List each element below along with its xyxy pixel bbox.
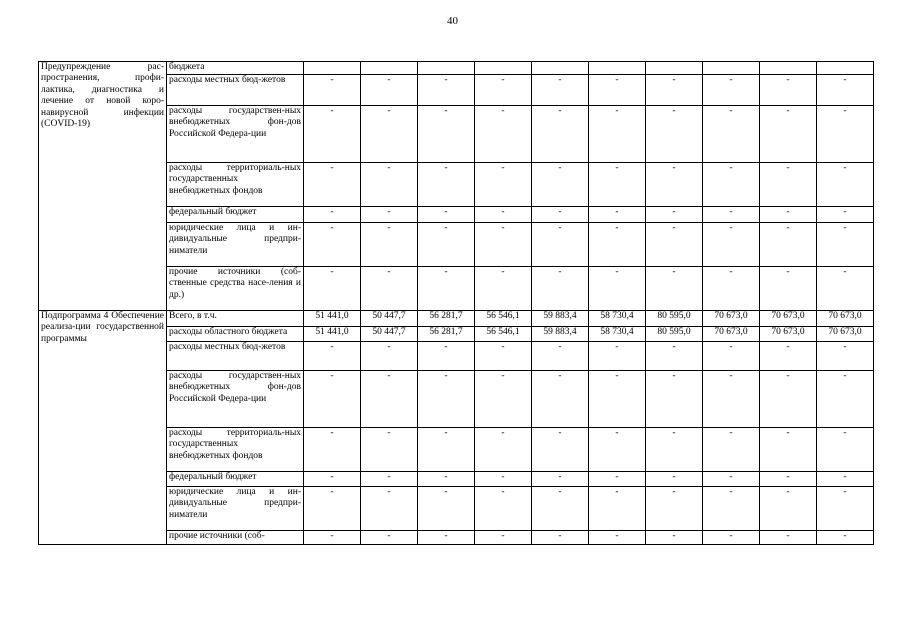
value-cell: - [703, 342, 760, 371]
value-cell: - [817, 106, 874, 163]
value-cell: - [703, 531, 760, 545]
value-cell: - [418, 342, 475, 371]
value-cell: - [817, 342, 874, 371]
value-cell: 70 673,0 [817, 311, 874, 327]
value-cell: - [532, 267, 589, 311]
value-cell: - [304, 531, 361, 545]
value-cell: - [418, 106, 475, 163]
value-cell: - [703, 207, 760, 223]
budget-table [38, 61, 874, 545]
value-cell: - [589, 163, 646, 207]
value-cell: - [589, 267, 646, 311]
value-cell [475, 62, 532, 75]
value-cell: - [703, 163, 760, 207]
value-cell: - [589, 207, 646, 223]
value-cell: - [304, 371, 361, 428]
value-cell: - [304, 75, 361, 106]
value-cell: - [589, 531, 646, 545]
value-cell: - [760, 267, 817, 311]
value-cell: - [475, 106, 532, 163]
value-cell [361, 62, 418, 75]
value-cell: - [361, 428, 418, 472]
value-cell: - [418, 371, 475, 428]
value-cell: - [418, 531, 475, 545]
value-cell: 56 546,1 [475, 327, 532, 342]
funding-source-cell: расходы государствен-ных внебюджетных фон-дов Российской Федера-ции [167, 371, 304, 428]
value-cell: - [703, 428, 760, 472]
value-cell: - [418, 75, 475, 106]
page-number: 40 [447, 15, 458, 27]
value-cell: - [703, 106, 760, 163]
value-cell: - [361, 75, 418, 106]
value-cell: - [760, 487, 817, 531]
value-cell: - [475, 472, 532, 487]
value-cell: - [646, 472, 703, 487]
funding-source-cell: расходы территориаль-ных государственных внебюджетных фондов [167, 428, 304, 472]
table-row [39, 62, 874, 75]
value-cell: - [532, 487, 589, 531]
value-cell: 58 730,4 [589, 327, 646, 342]
value-cell [646, 62, 703, 75]
value-cell: 80 595,0 [646, 311, 703, 327]
value-cell: - [304, 106, 361, 163]
value-cell: - [475, 487, 532, 531]
value-cell: - [760, 342, 817, 371]
value-cell: - [760, 75, 817, 106]
value-cell: 70 673,0 [817, 327, 874, 342]
value-cell: - [703, 472, 760, 487]
value-cell: - [817, 371, 874, 428]
value-cell: 70 673,0 [760, 311, 817, 327]
value-cell: 70 673,0 [760, 327, 817, 342]
value-cell: - [304, 207, 361, 223]
value-cell: - [589, 428, 646, 472]
value-cell: - [646, 428, 703, 472]
value-cell: - [475, 531, 532, 545]
value-cell: 59 883,4 [532, 311, 589, 327]
value-cell: - [361, 472, 418, 487]
value-cell: 51 441,0 [304, 311, 361, 327]
value-cell: - [646, 163, 703, 207]
value-cell [817, 62, 874, 75]
value-cell: - [532, 472, 589, 487]
value-cell: - [304, 487, 361, 531]
funding-source-cell: расходы областного бюджета [167, 327, 304, 342]
value-cell: - [589, 223, 646, 267]
value-cell: - [361, 207, 418, 223]
value-cell: - [361, 223, 418, 267]
value-cell: - [760, 472, 817, 487]
program-name-cell: Подпрограмма 4 Обеспечение реализа-ции государственной программы [39, 311, 167, 545]
value-cell: 70 673,0 [703, 327, 760, 342]
value-cell: - [760, 106, 817, 163]
value-cell: - [817, 472, 874, 487]
value-cell: - [304, 267, 361, 311]
value-cell: 56 546,1 [475, 311, 532, 327]
value-cell: - [361, 267, 418, 311]
value-cell: - [532, 223, 589, 267]
value-cell: - [532, 75, 589, 106]
value-cell: - [817, 531, 874, 545]
value-cell: - [760, 223, 817, 267]
value-cell: - [589, 487, 646, 531]
value-cell: - [646, 223, 703, 267]
value-cell: - [475, 207, 532, 223]
value-cell: - [760, 163, 817, 207]
value-cell [703, 62, 760, 75]
value-cell: - [532, 428, 589, 472]
value-cell: - [703, 487, 760, 531]
value-cell: - [475, 223, 532, 267]
value-cell: - [418, 163, 475, 207]
value-cell: - [361, 342, 418, 371]
value-cell: - [475, 163, 532, 207]
value-cell: - [418, 487, 475, 531]
value-cell: - [418, 207, 475, 223]
funding-source-cell: юридические лица и ин-дивидуальные предпри-ниматели [167, 223, 304, 267]
funding-source-cell: расходы местных бюд-жетов [167, 75, 304, 106]
value-cell: - [646, 106, 703, 163]
value-cell: - [361, 531, 418, 545]
funding-source-cell: прочие источники (соб-ственные средства насе-ления и др.) [167, 267, 304, 311]
value-cell: - [817, 223, 874, 267]
funding-source-cell: Всего, в т.ч. [167, 311, 304, 327]
value-cell: - [475, 267, 532, 311]
value-cell: - [418, 223, 475, 267]
value-cell: - [703, 75, 760, 106]
value-cell: - [418, 267, 475, 311]
value-cell: - [532, 531, 589, 545]
table-row [39, 311, 874, 327]
funding-source-cell: федеральный бюджет [167, 207, 304, 223]
value-cell: - [703, 267, 760, 311]
value-cell: - [532, 371, 589, 428]
value-cell: - [475, 371, 532, 428]
value-cell: - [817, 428, 874, 472]
value-cell: 58 730,4 [589, 311, 646, 327]
funding-source-cell: бюджета [167, 62, 304, 75]
value-cell: - [646, 267, 703, 311]
funding-source-cell: расходы государствен-ных внебюджетных фон-дов Российской Федера-ции [167, 106, 304, 163]
value-cell [532, 62, 589, 75]
value-cell: - [532, 163, 589, 207]
value-cell: - [304, 163, 361, 207]
value-cell: - [475, 428, 532, 472]
value-cell: - [646, 342, 703, 371]
value-cell: - [475, 75, 532, 106]
value-cell: 51 441,0 [304, 327, 361, 342]
value-cell [304, 62, 361, 75]
value-cell: - [817, 207, 874, 223]
value-cell: - [532, 207, 589, 223]
value-cell: - [646, 371, 703, 428]
value-cell: - [361, 163, 418, 207]
value-cell: - [589, 342, 646, 371]
value-cell: 80 595,0 [646, 327, 703, 342]
value-cell: - [589, 472, 646, 487]
value-cell: - [361, 371, 418, 428]
value-cell: - [589, 106, 646, 163]
value-cell: - [817, 487, 874, 531]
value-cell: - [304, 342, 361, 371]
value-cell [760, 62, 817, 75]
value-cell: - [817, 267, 874, 311]
value-cell: - [361, 487, 418, 531]
value-cell: 59 883,4 [532, 327, 589, 342]
value-cell [589, 62, 646, 75]
value-cell [418, 62, 475, 75]
value-cell: - [589, 75, 646, 106]
funding-source-cell: прочие источники (соб- [167, 531, 304, 545]
funding-source-cell: расходы территориаль-ных государственных внебюджетных фондов [167, 163, 304, 207]
value-cell: - [532, 342, 589, 371]
value-cell: - [646, 207, 703, 223]
value-cell: 56 281,7 [418, 327, 475, 342]
value-cell: 50 447,7 [361, 327, 418, 342]
value-cell: - [646, 75, 703, 106]
value-cell: - [475, 342, 532, 371]
funding-source-cell: расходы местных бюд-жетов [167, 342, 304, 371]
value-cell: 70 673,0 [703, 311, 760, 327]
value-cell: - [589, 371, 646, 428]
value-cell: - [418, 428, 475, 472]
value-cell: - [361, 106, 418, 163]
funding-source-cell: федеральный бюджет [167, 472, 304, 487]
value-cell: - [817, 75, 874, 106]
value-cell: - [304, 428, 361, 472]
value-cell: - [760, 207, 817, 223]
value-cell: - [760, 371, 817, 428]
value-cell: - [646, 531, 703, 545]
program-name-cell: Предупреждение рас-пространения, профи-лактика, диагностика и лечение от новой коро-навирусной инфекции (COVID-19) [39, 62, 167, 311]
value-cell: - [304, 472, 361, 487]
value-cell: - [418, 472, 475, 487]
value-cell: - [703, 223, 760, 267]
value-cell: - [817, 163, 874, 207]
funding-source-cell: юридические лица и ин-дивидуальные предпри-ниматели [167, 487, 304, 531]
value-cell: 56 281,7 [418, 311, 475, 327]
value-cell: - [703, 371, 760, 428]
value-cell: 50 447,7 [361, 311, 418, 327]
value-cell: - [304, 223, 361, 267]
value-cell: - [760, 428, 817, 472]
value-cell: - [532, 106, 589, 163]
value-cell: - [760, 531, 817, 545]
value-cell: - [646, 487, 703, 531]
